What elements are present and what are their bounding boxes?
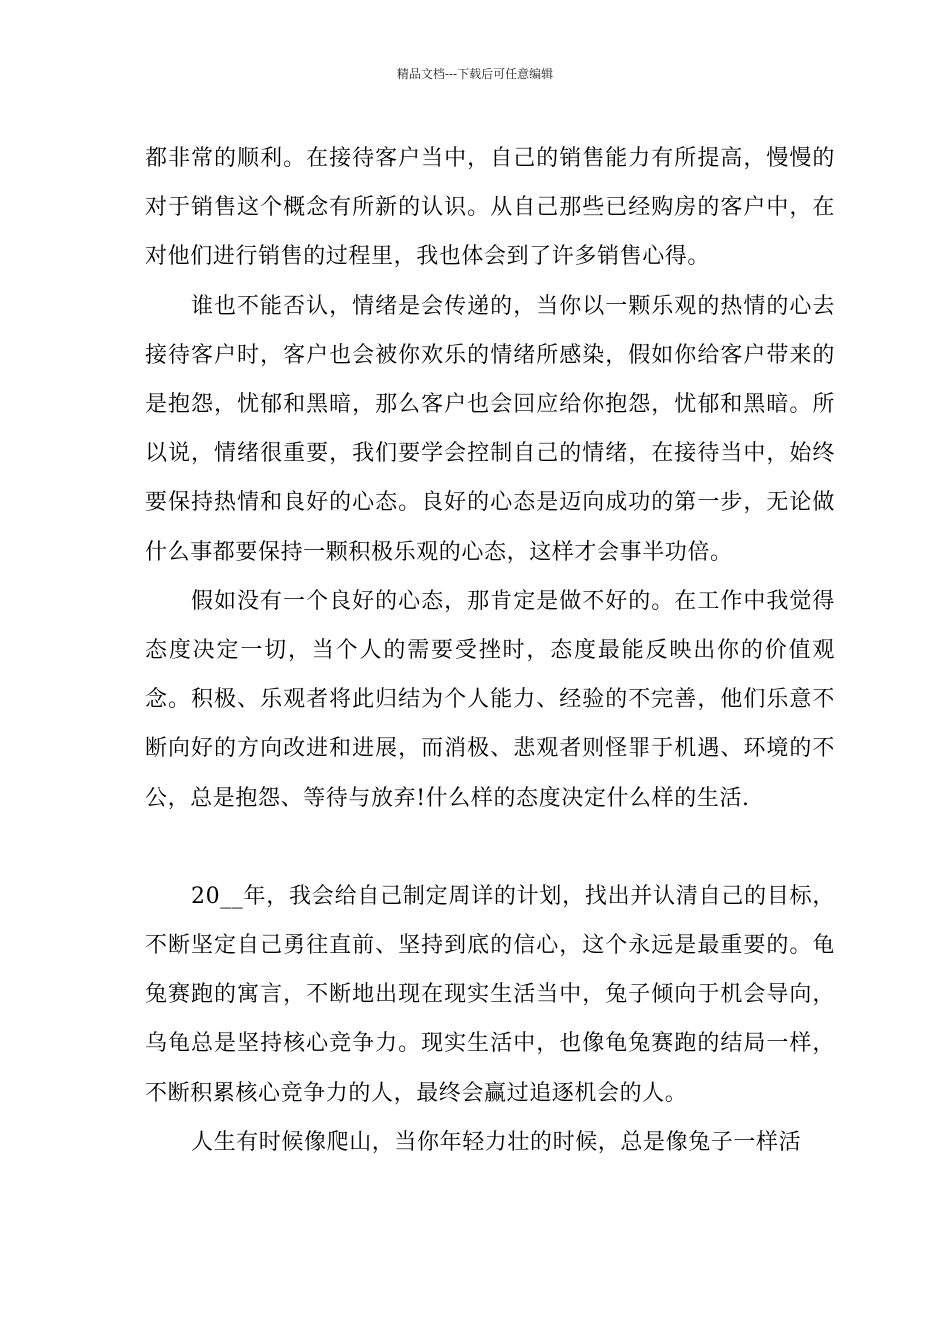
paragraph-plan: 20__年，我会给自己制定周详的计划，找出并认清自己的目标，不断坚定自己勇往直前、坚持到底的信心，这个永远是最重要的。龟兔赛跑的寓言，不断地出现在现实生活当中，兔子倾向于机会导向，乌龟总是坚持核心竞争力。现实生活中，也像龟兔赛跑的结局一样，不断积累核心竞争力的人，最终会赢过追逐机会的人。 xyxy=(145,883,835,1106)
page-header: 精品文档---下载后可任意编辑 xyxy=(396,67,554,81)
paragraph-continued: 都非常的顺利。在接待客户当中，自己的销售能力有所提高，慢慢的对于销售这个概念有所新的认识。从自己那些已经购房的客户中，在对他们进行销售的过程里，我也体会到了许多销售心得。 xyxy=(145,146,835,270)
paragraph-attitude: 假如没有一个良好的心态，那肯定是做不好的。在工作中我觉得态度决定一切，当个人的需要受挫时，态度最能反映出你的价值观念。积极、乐观者将此归结为个人能力、经验的不完善，他们乐意不断向好的方向改进和进展，而消极、悲观者则怪罪于机遇、环境的不公，总是抱怨、等待与放弃!什么样的态度决定什么样的生活. xyxy=(145,588,835,811)
paragraph-emotions: 谁也不能否认，情绪是会传递的，当你以一颗乐观的热情的心去接待客户时，客户也会被你欢乐的情绪所感染，假如你给客户带来的是抱怨，忧郁和黑暗，那么客户也会回应给你抱怨，忧郁和黑暗。所以说，情绪很重要，我们要学会控制自己的情绪，在接待当中，始终要保持热情和良好的心态。良好的心态是迈向成功的第一步，无论做什么事都要保持一颗积极乐观的心态，这样才会事半功倍。 xyxy=(145,293,835,565)
paragraph-climbing: 人生有时候像爬山，当你年轻力壮的时候，总是像兔子一样活 xyxy=(191,1129,802,1155)
document-body xyxy=(145,134,835,1167)
